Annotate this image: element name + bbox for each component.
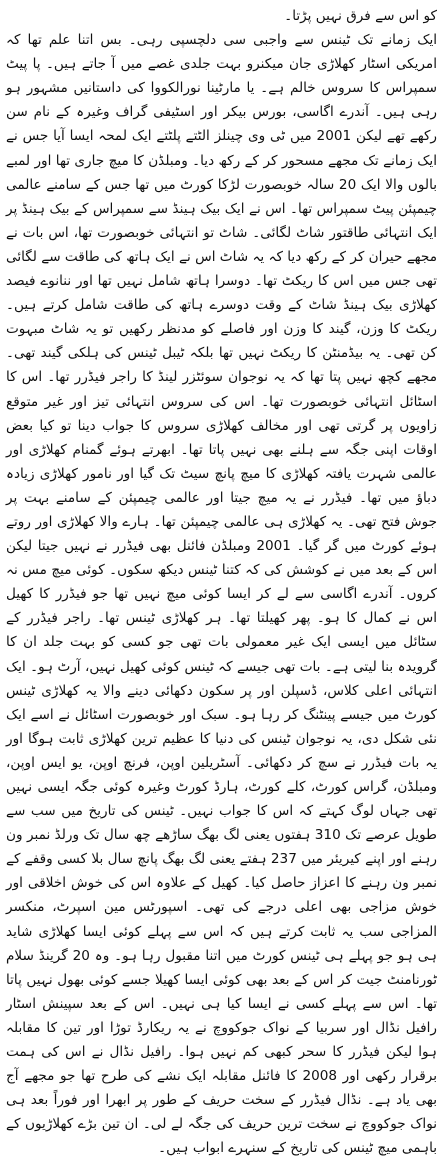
article-paragraph-main: ایک زمانے تک ٹینس سے واجبی سی دلچسپی رہی۔ بس اتنا علم تھا کہ امریکی اسٹار کھلاڑی جان میکنرو بہت جلدی غصے میں آ جاتے ہیں۔ پا پیٹ سمپراس کا سروس خالم ہے۔ یا مارٹینا نورالکووا کی داستانیں مشہور ہو رہی ہیں۔ آندرے اگاسی، بورس بیکر اور اسٹیفی گراف وغیرہ کے نام سن رکھے تھے لیکن 2001 میں ٹی وی چینلز الٹتے پلٹتے ایک لمحہ ایسا آیا جس نے ایک زمانے تک مجھے مسحور کر کے رکھ دیا۔ ومبلڈن کا میچ جاری تھا اور لمبے بالوں والا ایک 20 سالہ خوبصورت لڑکا کورٹ میں تھا جس کے سامنے عالمی چیمپئن پیٹ سمپراس تھا۔ اس نے ایک بیک ہینڈ سے سمپراس کے بیک ہینڈ پر ایک انتہائی طاقتور شاٹ لگائی۔ شاٹ تو انتہائی خوبصورت تھا، اس بات نے مجھے حیران کر کے رکھ دیا کہ یہ شاٹ اس نے ایک ہاتھ کی طاقت سے لگائی تھی جس میں اس کا ریکٹ تھا۔ دوسرا ہاتھ شامل نہیں تھا اور ننانوے فیصد کھلاڑی بیک ہینڈ شاٹ کے وقت دوسرے ہاتھ کی طاقت شامل کرتے ہیں۔ ریکٹ کا وزن، گیند کا وزن اور فاصلے کو مدنظر رکھیں تو یہ شاٹ مبہوت کن تھی۔ یہ بیڈمنٹن کا ریکٹ نہیں تھا بلکہ ٹیبل ٹینس کی ہلکی گیند تھی۔ مجھے کچھ نہیں پتا تھا کہ یہ نوجوان سوئٹزر لینڈ کا راجر فیڈرر تھا۔ اس کا اسٹائل انتہائی خوبصورت تھا۔ اس کی سروس انتہائی تیز اور غیر متوقع زاویوں پر گرتی تھی اور مخالف کھلاڑی سروس کا جواب دینا تو کیا بعض اوقات اپنی جگہ سے ہلنے بھی نہیں پاتا تھا۔ ابھرتے ہوئے گمنام کھلاڑی اور عالمی شہرت یافتہ کھلاڑی کا میچ پانچ سیٹ تک گیا اور نامور کھلاڑی زیادہ دباؤ میں تھا۔ فیڈرر نے یہ میچ جیتا اور عالمی چیمپئن کے سامنے بہت پر جوش فتح تھی۔ یہ کھلاڑی ہی عالمی چیمپئن تھا۔ ہارے والا کھلاڑی اور روتے ہوئے کورٹ میں گر گیا۔ 2001 ومبلڈن فائنل بھی فیڈرر نے نہیں جیتا لیکن اس کے بعد میں نے کوشش کی کہ کتنا ٹینس دیکھ سکوں۔ کوئی میچ مس نہ کروں۔ آندرے اگاسی سے لے کر ایسا کوئی میچ نہیں تھا جو فیڈرر کا کھیل اس نے کمال کا ہو۔ پھر کھیلتا تھا۔ ہر کھلاڑی ٹینس تھا۔ راجر فیڈرر کے سٹائل میں ایسی ایک غیر معمولی بات تھی جو کسی کو بہت جلد ان کا گرویدہ بنا لیتی ہے۔ بات تھی جیسے کہ ٹینس کوئی کھیل نہیں، آرٹ ہو۔ ایک انتہائی اعلی کلاس، ڈسپلن اور پر سکون دکھائی دینے والا یہ کھلاڑی ٹینس کورٹ میں جیسے پینٹنگ کر رہا ہو۔ سبک اور خوبصورت اسٹائل نے اسے ایک نئی شکل دی، یہ نوجوان ٹینس کی دنیا کا عظیم ترین کھلاڑی ثابت ہوگا اور یہ بات فیڈرر نے سچ کر دکھائی۔ آسٹریلین اوپن، فرنچ اوپن، یو ایس اوپن، ومبلڈن، گراس کورٹ، کلے کورٹ، ہارڈ کورٹ وغیرہ کوئی جگہ ایسی نہیں تھی جہاں لوگ کہتے کہ اس کا جواب نہیں۔ ٹینس کی تاریخ میں سب سے طویل عرصے تک 310 ہفتوں یعنی لگ بھگ ساڑھے چھ سال تک ورلڈ نمبر ون رہنے اور اپنے کیریئر میں 237 ہفتے یعنی لگ بھگ پانچ سال بلا کسی وقفے کے نمبر ون رہنے کا اعزاز حاصل کیا۔ کھیل کے علاوہ اس کی خوش اخلاقی اور خوش مزاجی بھی اعلی درجے کی تھی۔ اسپورٹس مین اسپرٹ، منکسر المزاجی سب یہ ثابت کرتے ہیں کہ اس سے پہلے کوئی ایسا کھلاڑی شاید ہی ہو جو پہلے ہی ٹینس کورٹ میں اتنا مقبول رہا ہو۔ وہ 20 گرینڈ سلام ٹورنامنٹ جیت کر اس کے بعد بھی کوئی ایسا کھیلا جسے کوئی بھول نہیں پاتا تھا۔ اس سے پہلے کسی نے ایسا کیا ہی نہیں۔ اس کے بعد سپینش اسٹار رافیل نڈال اور سربیا کے نواک جوکووچ نے یہ ریکارڈ توڑا اور تین کا مقابلہ ہوا لیکن فیڈرر کا سحر کبھی کم نہیں ہوا۔ رافیل نڈال نے اس کی ہمت برقرار رکھی اور 2008 کا فائنل مقابلہ ایک نشے کی طرح تھا جو مجھے آج بھی یاد ہے۔ نڈال فیڈرر کے سخت حریف کے طور پر ابھرا اور فوراً بعد ہی نواک جوکووچ نے سخت ترین حریف کی جگہ لے لی۔ ان تین بڑے کھلاڑیوں کے باہمی میچ ٹینس کی تاریخ کے سنہرے ابواب ہیں۔ (6, 32, 437, 1157)
article-paragraph-intro: کو اس سے فرق نہیں پڑتا۔ (284, 8, 437, 24)
